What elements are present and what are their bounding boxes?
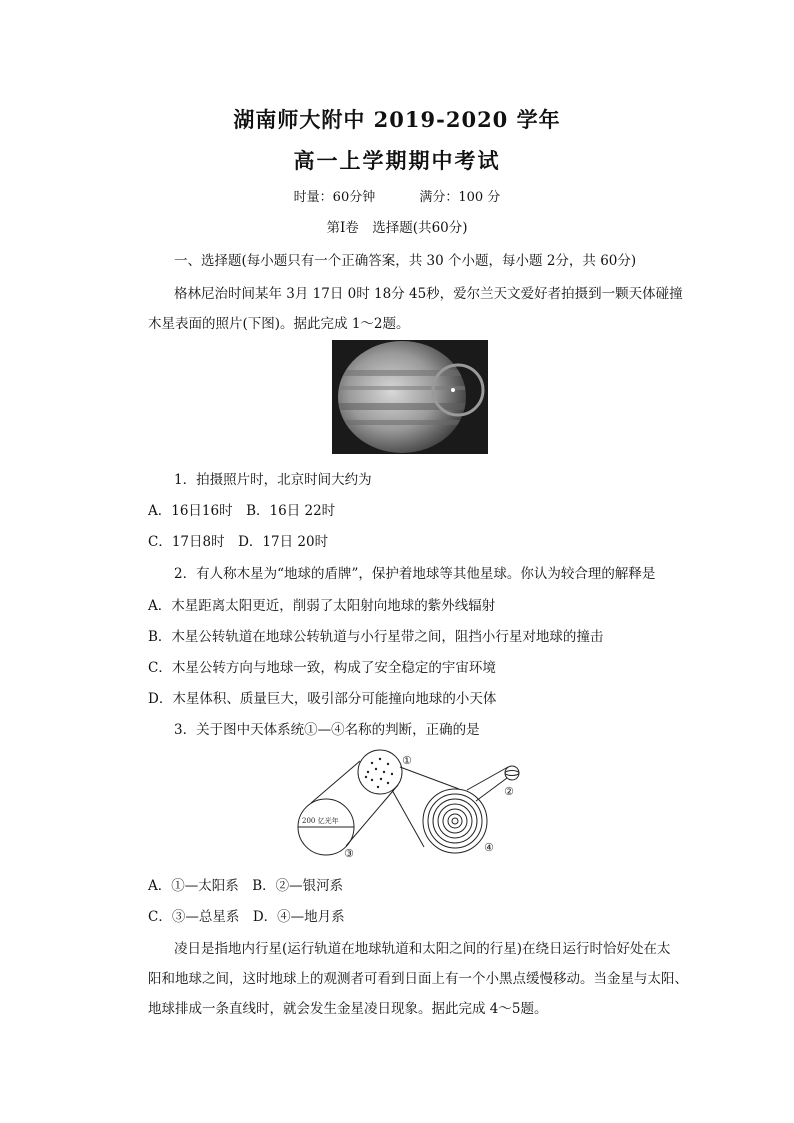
question3-stem: 3．关于图中天体系统①—④名称的判断，正确的是 [174, 722, 480, 738]
exam-score: 满分：100 分 [419, 190, 501, 205]
diagram-label-3: ③ [344, 847, 354, 860]
exam-time: 时量：60分钟 [293, 190, 376, 205]
question1-options-ab: A．16日16时 B．16日 22时 [148, 503, 336, 519]
diagram-label-2: ② [504, 785, 514, 798]
passage2-line1: 凌日是指地内行星(运行轨道在地球轨道和太阳之间的行星)在绕日运行时恰好处在太 [174, 941, 671, 957]
instructions: 一、选择题(每小题只有一个正确答案，共 30 个小题，每小题 2分，共 60分) [174, 253, 637, 269]
question2-option-a: A．木星距离太阳更近，削弱了太阳射向地球的紫外线辐射 [148, 598, 496, 614]
exam-meta [0, 186, 794, 205]
question2-option-d: D．木星体积、质量巨大，吸引部分可能撞向地球的小天体 [148, 691, 497, 707]
exam-title-line1: 湖南师大附中 2019-2020 学年 [233, 107, 561, 132]
passage2-line2: 阳和地球之间，这时地球上的观测者可看到日面上有一个小黑点缓慢移动。当金星与太阳、 [148, 971, 688, 987]
diagram-scale-label: 200 亿光年 [302, 817, 339, 825]
question3-options-ab: A．①—太阳系 B．②—银河系 [148, 878, 344, 894]
diagram-label-4: ④ [484, 841, 494, 854]
celestial-systems-diagram [296, 745, 526, 865]
question1-options-cd: C．17日8时 D．17日 20时 [148, 534, 329, 550]
passage1-line2: 木星表面的照片(下图)。据此完成 1～2题。 [148, 316, 410, 332]
system-4-circle [423, 789, 487, 853]
question1-stem: 1．拍摄照片时，北京时间大约为 [174, 472, 372, 488]
passage2-line3: 地球排成一条直线时，就会发生金星凌日现象。据此完成 4～5题。 [148, 1001, 548, 1017]
section-heading: 第Ⅰ卷 选择题(共60分) [326, 220, 468, 236]
passage1-line1: 格林尼治时间某年 3月 17日 0时 18分 45秒，爱尔兰天文爱好者拍摄到一颗天体碰撞 [174, 286, 683, 302]
jupiter-photo [332, 340, 488, 454]
question2-option-b: B．木星公转轨道在地球公转轨道与小行星带之间，阻挡小行星对地球的撞击 [148, 629, 604, 645]
question3-options-cd: C．③—总星系 D．④—地月系 [148, 909, 345, 925]
diagram-label-1: ① [402, 754, 412, 767]
exam-title-line2: 高一上学期期中考试 [293, 148, 501, 173]
system-2-circle [505, 766, 519, 780]
question2-option-c: C．木星公转方向与地球一致，构成了安全稳定的宇宙环境 [148, 660, 496, 676]
question2-stem: 2．有人称木星为“地球的盾牌”，保护着地球等其他星球。你认为较合理的解释是 [174, 566, 656, 582]
